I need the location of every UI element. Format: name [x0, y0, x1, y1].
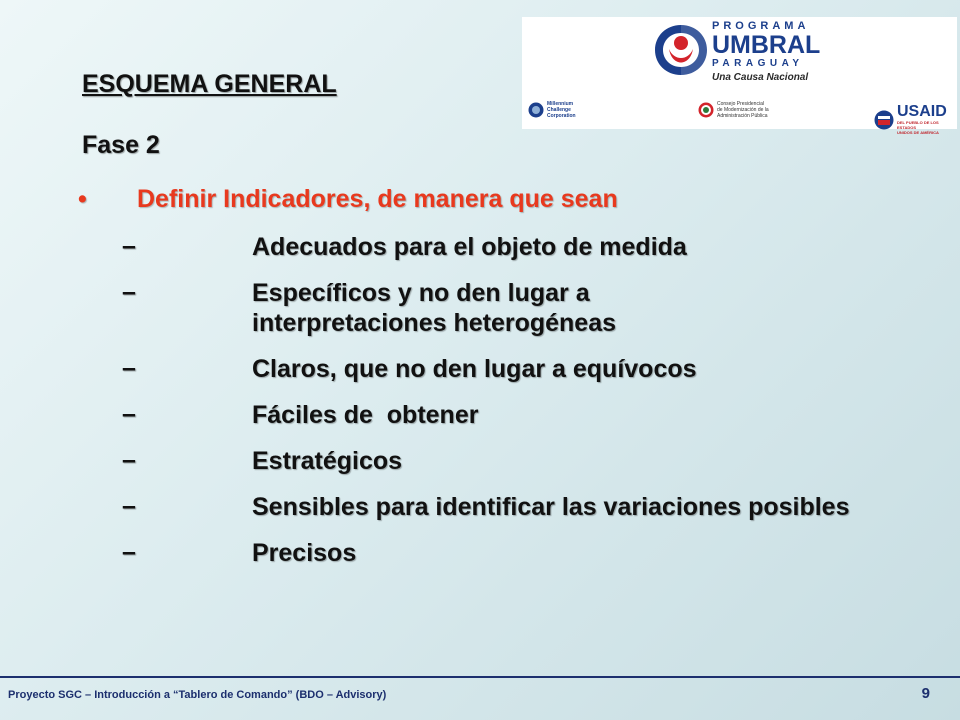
- item-text: Precisos: [252, 539, 357, 567]
- item-text: Estratégicos: [252, 447, 403, 475]
- page-number: 9: [921, 685, 930, 702]
- list-item: [122, 400, 922, 430]
- tagline-label: Una Causa Nacional: [712, 72, 809, 83]
- usaid-seal-icon: [874, 110, 894, 130]
- dash-marker: –: [122, 538, 136, 566]
- logo-panel: [522, 17, 957, 135]
- cp-line-2: de Modernización de la: [717, 107, 769, 113]
- consejo-presidencial-logo: [698, 101, 769, 119]
- item-text: Sensibles para identificar las variaciones posibles: [252, 493, 850, 521]
- usaid-label: USAID: [897, 103, 947, 120]
- list-item: [122, 232, 922, 262]
- list-item: [122, 492, 922, 522]
- dash-marker: –: [122, 232, 136, 260]
- bullet-marker: •: [78, 185, 87, 213]
- list-item: [122, 278, 922, 338]
- mcc-seal-icon: [528, 102, 544, 118]
- programa-umbral-emblem-icon: [652, 21, 710, 79]
- item-text: Adecuados para el objeto de medida: [252, 233, 687, 261]
- bullet-text: Definir Indicadores, de manera que sean: [137, 185, 618, 213]
- cp-line-3: Administración Pública: [717, 113, 768, 119]
- footer-divider: [0, 676, 960, 678]
- dash-marker: –: [122, 400, 136, 428]
- cp-line-1: Consejo Presidencial: [717, 101, 764, 107]
- mcc-line-2: Challenge: [547, 107, 571, 113]
- footer-text: Proyecto SGC – Introducción a “Tablero de Comando” (BDO – Advisory): [8, 689, 387, 701]
- slide-subtitle: Fase 2: [82, 131, 160, 159]
- list-item: [122, 446, 922, 476]
- dash-marker: –: [122, 354, 136, 382]
- mcc-logo: [528, 101, 576, 119]
- item-text: Claros, que no den lugar a equívocos: [252, 355, 697, 383]
- item-text: Específicos y no den lugar a interpretaciones heterogéneas: [252, 279, 617, 337]
- dash-marker: –: [122, 492, 136, 520]
- paraguay-label: PARAGUAY: [712, 58, 804, 69]
- paraguay-seal-icon: [698, 102, 714, 118]
- list-item: [122, 354, 922, 384]
- programa-label: PROGRAMA: [712, 20, 810, 32]
- slide-title: ESQUEMA GENERAL: [82, 70, 337, 98]
- usaid-sub-2: UNIDOS DE AMÉRICA: [897, 130, 939, 135]
- dash-marker: –: [122, 278, 136, 306]
- list-item: [122, 538, 922, 568]
- mcc-line-1: Millennium: [547, 101, 574, 107]
- dash-marker: –: [122, 446, 136, 474]
- mcc-line-3: Corporation: [547, 113, 576, 119]
- usaid-logo: [874, 104, 957, 135]
- sub-item-list: [122, 232, 922, 584]
- usaid-sub-1: DEL PUEBLO DE LOS ESTADOS: [897, 120, 939, 130]
- item-text: Fáciles de obtener: [252, 401, 479, 429]
- umbral-label: UMBRAL: [712, 31, 821, 59]
